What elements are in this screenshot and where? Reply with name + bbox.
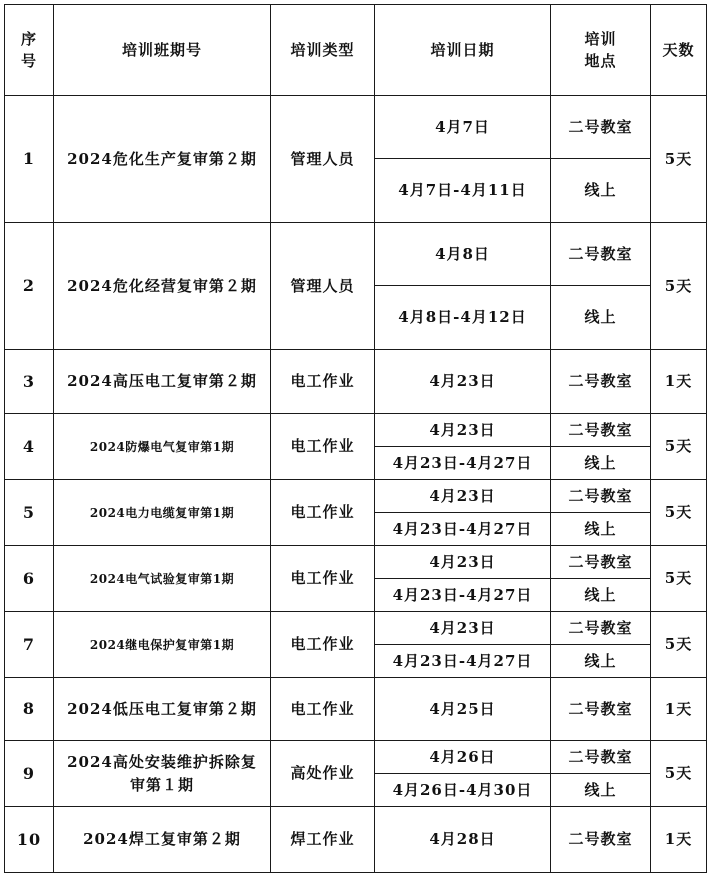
row-date-online: 4月23日-4月27日 (375, 447, 551, 480)
row-days: 1天 (651, 350, 707, 414)
row-seq: 7 (5, 612, 54, 678)
row-course: 2024低压电工复审第２期 (54, 678, 271, 741)
table-row (5, 223, 707, 286)
row-location-online: 线上 (551, 159, 651, 223)
row-type: 电工作业 (271, 612, 375, 678)
row-date-onsite: 4月7日 (375, 96, 551, 159)
row-days: 5天 (651, 414, 707, 480)
row-days: 1天 (651, 678, 707, 741)
row-location-onsite: 二号教室 (551, 741, 651, 774)
row-location-onsite: 二号教室 (551, 414, 651, 447)
header-location: 培训地点 (551, 5, 651, 96)
row-seq: 10 (5, 807, 54, 873)
table-row (5, 414, 707, 447)
row-location-online: 线上 (551, 645, 651, 678)
row-location-onsite: 二号教室 (551, 223, 651, 286)
row-type: 电工作业 (271, 350, 375, 414)
row-type: 高处作业 (271, 741, 375, 807)
row-seq: 5 (5, 480, 54, 546)
table-row (5, 350, 707, 414)
row-date-online: 4月8日-4月12日 (375, 286, 551, 350)
row-days: 5天 (651, 223, 707, 350)
table-row (5, 96, 707, 159)
row-location-onsite: 二号教室 (551, 96, 651, 159)
row-location-onsite: 二号教室 (551, 546, 651, 579)
row-course: 2024高处安装维护拆除复审第１期 (54, 741, 271, 807)
row-type: 电工作业 (271, 546, 375, 612)
row-type: 电工作业 (271, 414, 375, 480)
row-location-onsite: 二号教室 (551, 807, 651, 873)
row-course: 2024危化经营复审第２期 (54, 223, 271, 350)
row-date-onsite: 4月26日 (375, 741, 551, 774)
row-date-online: 4月23日-4月27日 (375, 513, 551, 546)
row-days: 5天 (651, 480, 707, 546)
header-type: 培训类型 (271, 5, 375, 96)
row-location-onsite: 二号教室 (551, 480, 651, 513)
row-type: 管理人员 (271, 223, 375, 350)
row-date-onsite: 4月23日 (375, 546, 551, 579)
row-date-onsite: 4月23日 (375, 480, 551, 513)
row-days: 5天 (651, 612, 707, 678)
header-days: 天数 (651, 5, 707, 96)
row-date-online: 4月23日-4月27日 (375, 645, 551, 678)
row-seq: 6 (5, 546, 54, 612)
table-row (5, 546, 707, 579)
row-date-online: 4月7日-4月11日 (375, 159, 551, 223)
row-course: 2024防爆电气复审第1期 (54, 414, 271, 480)
row-seq: 9 (5, 741, 54, 807)
row-location-online: 线上 (551, 579, 651, 612)
row-days: 5天 (651, 546, 707, 612)
row-seq: 8 (5, 678, 54, 741)
row-location-online: 线上 (551, 447, 651, 480)
row-type: 管理人员 (271, 96, 375, 223)
row-course: 2024危化生产复审第２期 (54, 96, 271, 223)
row-seq: 2 (5, 223, 54, 350)
row-seq: 4 (5, 414, 54, 480)
row-location-onsite: 二号教室 (551, 678, 651, 741)
row-course: 2024电气试验复审第1期 (54, 546, 271, 612)
training-schedule-table (4, 4, 707, 873)
table-row (5, 480, 707, 513)
row-course: 2024继电保护复审第1期 (54, 612, 271, 678)
row-date-onsite: 4月23日 (375, 612, 551, 645)
row-seq: 3 (5, 350, 54, 414)
table-row (5, 678, 707, 741)
row-date-onsite: 4月28日 (375, 807, 551, 873)
row-course: 2024焊工复审第２期 (54, 807, 271, 873)
row-days: 5天 (651, 96, 707, 223)
row-location-online: 线上 (551, 513, 651, 546)
row-date-onsite: 4月8日 (375, 223, 551, 286)
row-date-online: 4月26日-4月30日 (375, 774, 551, 807)
table-row (5, 612, 707, 645)
row-type: 电工作业 (271, 480, 375, 546)
row-location-onsite: 二号教室 (551, 350, 651, 414)
header-seq: 序号 (5, 5, 54, 96)
header-date: 培训日期 (375, 5, 551, 96)
row-date-onsite: 4月25日 (375, 678, 551, 741)
row-course: 2024电力电缆复审第1期 (54, 480, 271, 546)
row-days: 5天 (651, 741, 707, 807)
row-date-onsite: 4月23日 (375, 350, 551, 414)
table-row (5, 741, 707, 774)
row-date-online: 4月23日-4月27日 (375, 579, 551, 612)
row-days: 1天 (651, 807, 707, 873)
row-location-onsite: 二号教室 (551, 612, 651, 645)
row-course: 2024高压电工复审第２期 (54, 350, 271, 414)
row-seq: 1 (5, 96, 54, 223)
header-row (5, 5, 707, 96)
table-row (5, 807, 707, 873)
row-type: 电工作业 (271, 678, 375, 741)
header-course: 培训班期号 (54, 5, 271, 96)
row-location-online: 线上 (551, 774, 651, 807)
row-date-onsite: 4月23日 (375, 414, 551, 447)
row-location-online: 线上 (551, 286, 651, 350)
row-type: 焊工作业 (271, 807, 375, 873)
